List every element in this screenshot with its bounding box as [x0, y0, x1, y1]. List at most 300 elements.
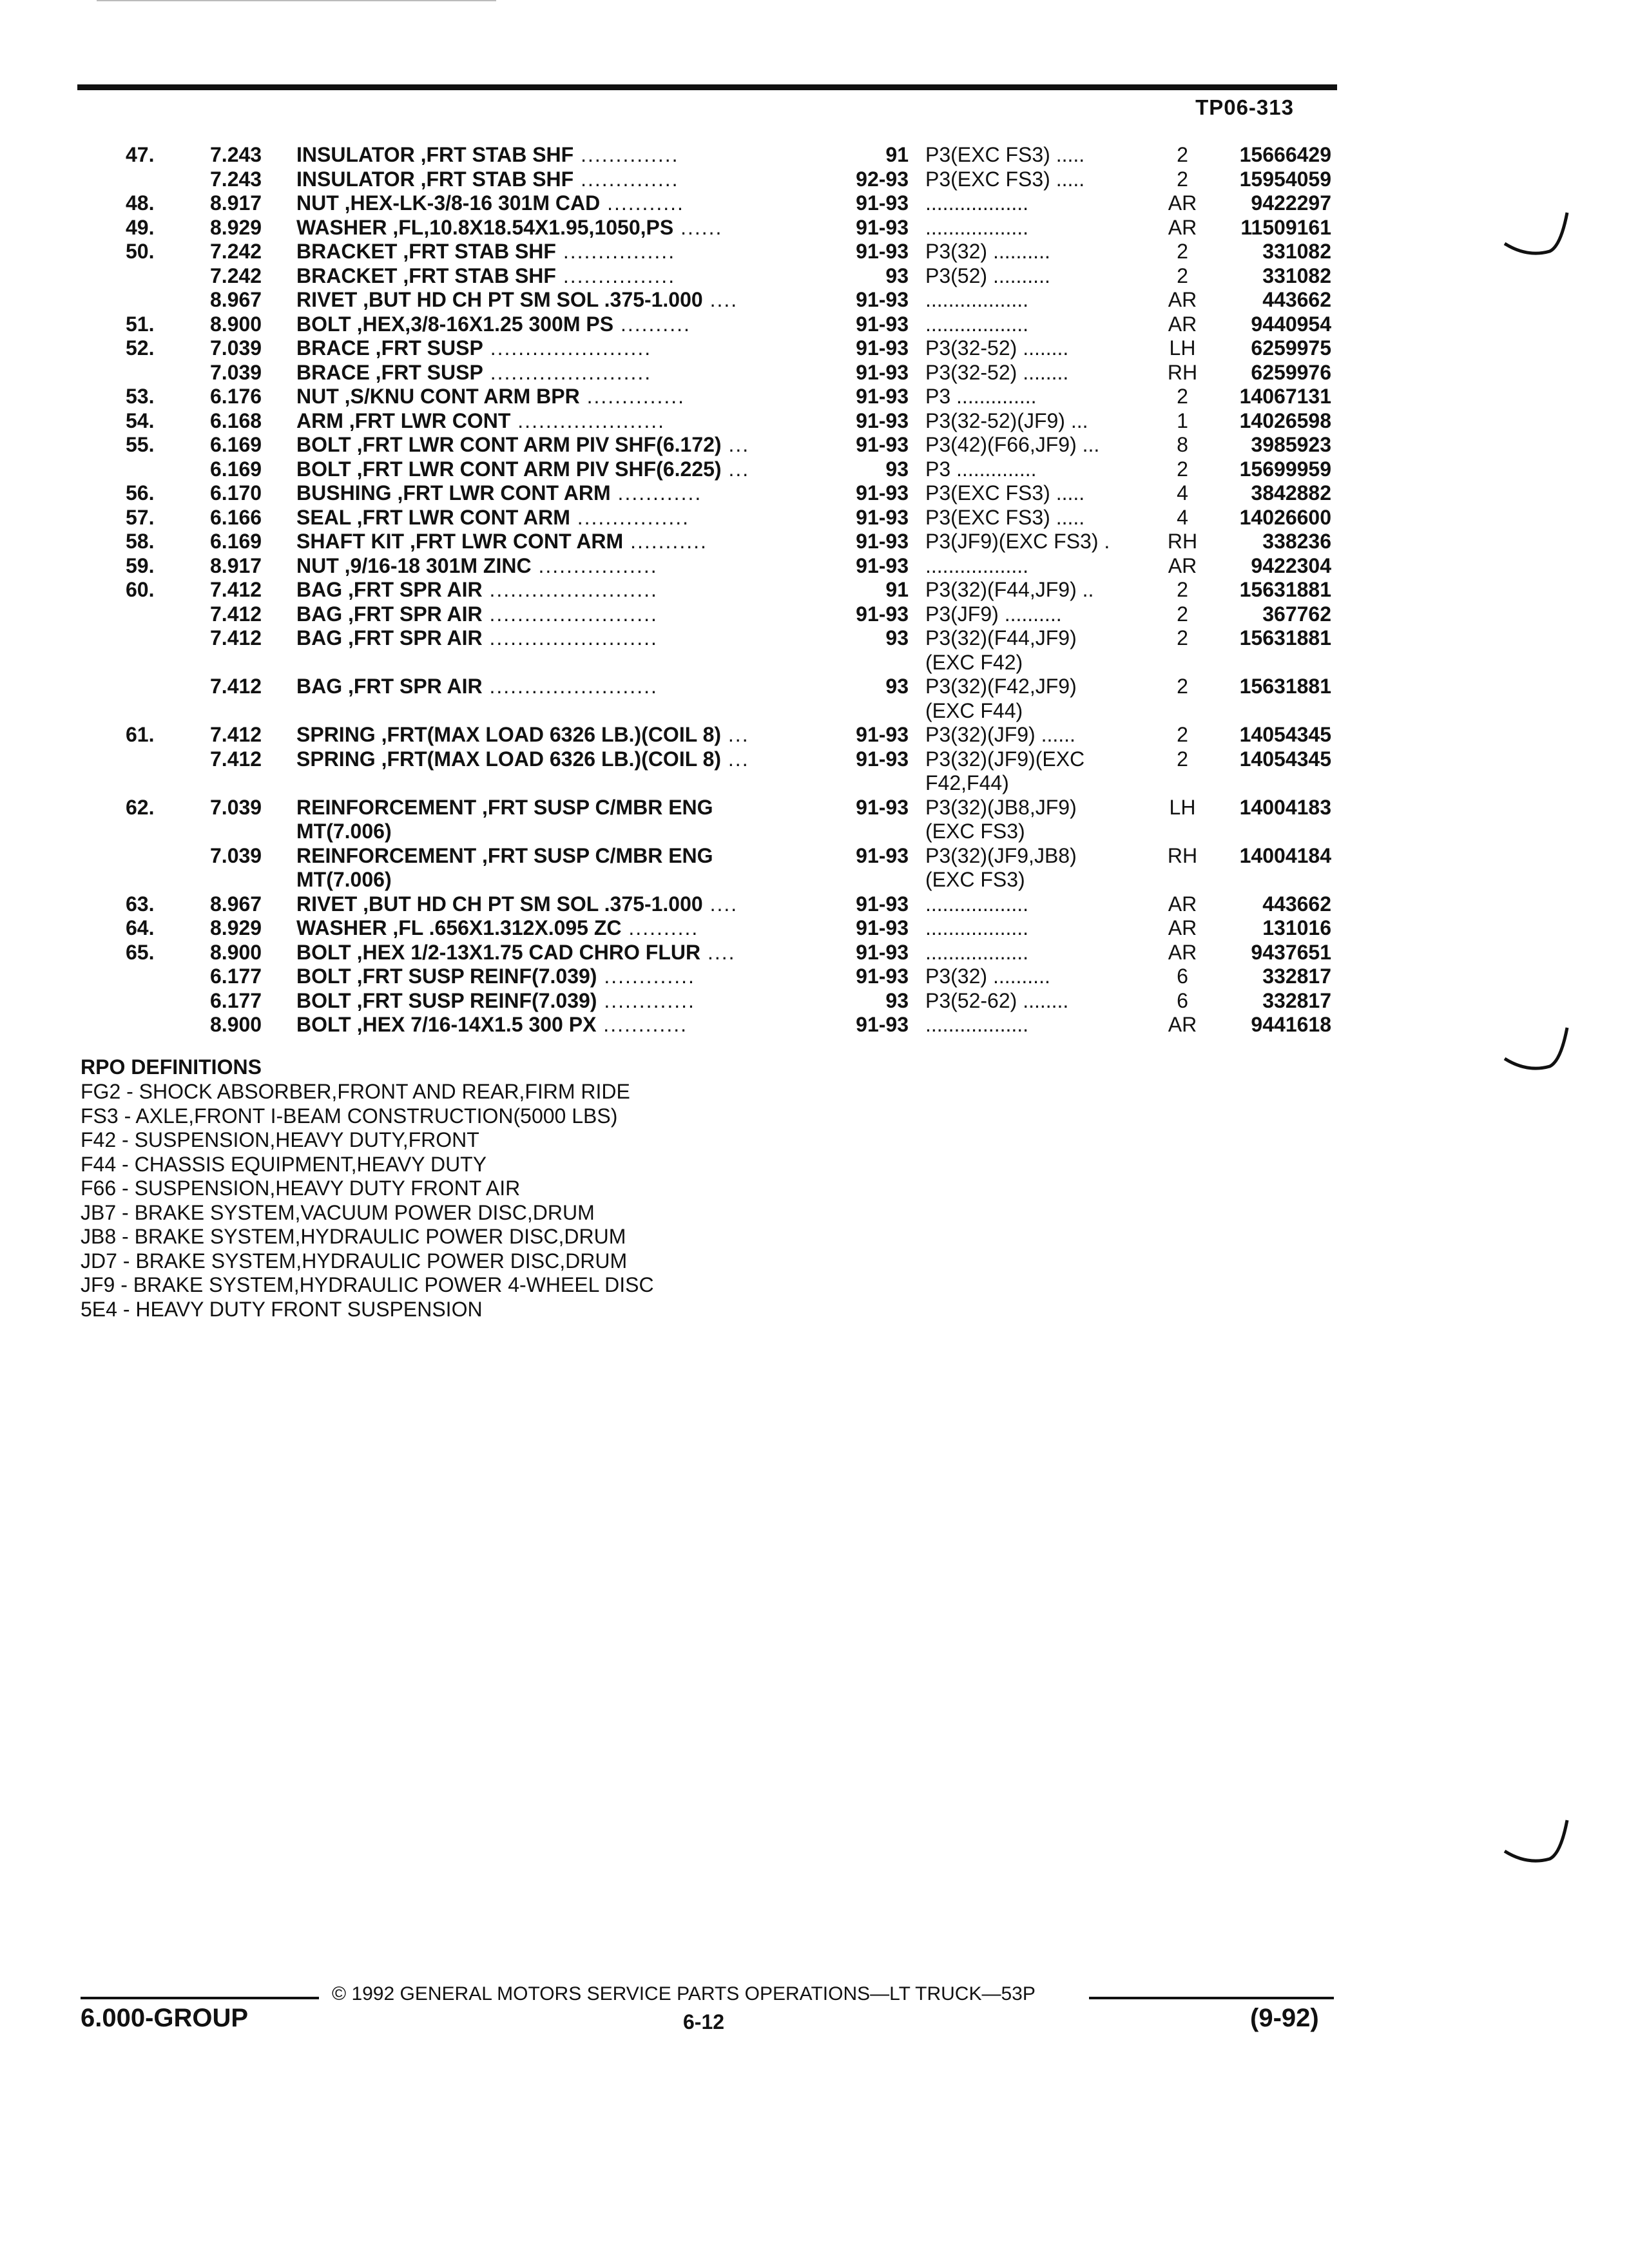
model-years: 91-93 — [856, 336, 909, 360]
item-number: 51. — [126, 312, 155, 336]
table-row — [0, 481, 1629, 506]
model-years: 93 — [885, 988, 909, 1012]
part-description — [296, 143, 825, 167]
leader-dots: ........................ — [482, 578, 658, 601]
description-text: BAG ,FRT SPR AIR — [296, 675, 483, 698]
usage-code: P3(32)(F44,JF9) .. — [925, 578, 1094, 601]
leader-dots: ....................... — [483, 360, 652, 384]
quantity: 2 — [1177, 602, 1188, 626]
model-years: 91-93 — [856, 916, 909, 939]
table-row — [0, 264, 1629, 289]
quantity: RH — [1167, 360, 1198, 384]
model-years: 91-93 — [856, 892, 909, 916]
part-number: 15631881 — [1239, 675, 1331, 698]
quantity: RH — [1167, 843, 1198, 867]
rpo-definition: 5E4 - HEAVY DUTY FRONT SUSPENSION — [81, 1297, 483, 1321]
table-row — [0, 336, 1629, 361]
leader-dots: ............ — [596, 1013, 688, 1036]
part-number: 14054345 — [1239, 747, 1331, 771]
description-text: MT(7.006) — [296, 868, 392, 891]
table-row — [0, 143, 1629, 168]
leader-dots: ... — [721, 433, 750, 456]
quantity: 8 — [1177, 433, 1188, 456]
part-description — [296, 723, 825, 747]
description-text: INSULATOR ,FRT STAB SHF — [296, 167, 574, 191]
usage-code: (EXC F44) — [925, 698, 1023, 722]
part-description — [296, 916, 825, 940]
group-number: 7.412 — [210, 602, 262, 626]
revision-date: (9-92) — [1250, 2004, 1319, 2032]
part-number: 14026598 — [1239, 408, 1331, 432]
item-number: 53. — [126, 385, 155, 408]
item-number: 64. — [126, 916, 155, 939]
description-text: SPRING ,FRT(MAX LOAD 6326 LB.)(COIL 8) — [296, 723, 722, 746]
table-row — [0, 916, 1629, 941]
quantity: LH — [1169, 795, 1196, 819]
leader-dots: ... — [721, 747, 749, 771]
part-description — [296, 506, 825, 530]
part-description — [296, 409, 825, 433]
quantity: 6 — [1177, 965, 1188, 988]
copyright-notice: © 1992 GENERAL MOTORS SERVICE PARTS OPERATIONS—LT TRUCK—53P — [332, 1983, 1036, 2004]
leader-dots: ............ — [610, 481, 702, 505]
model-years: 91-93 — [856, 553, 909, 577]
group-number: 7.242 — [210, 240, 262, 263]
description-text: BRACE ,FRT SUSP — [296, 360, 483, 384]
description-text: ARM ,FRT LWR CONT — [296, 408, 511, 432]
quantity: AR — [1168, 916, 1197, 939]
check-mark-icon — [1501, 206, 1572, 264]
leader-dots: ................. — [531, 553, 658, 577]
group-number: 7.412 — [210, 723, 262, 746]
usage-code: (EXC FS3) — [925, 868, 1025, 891]
leader-dots: .... — [700, 940, 736, 964]
leader-dots: .............. — [579, 385, 686, 408]
rpo-definition: FS3 - AXLE,FRONT I-BEAM CONSTRUCTION(5000 LBS) — [81, 1104, 618, 1128]
item-number: 60. — [126, 578, 155, 601]
leader-dots: ... — [721, 457, 750, 481]
part-number: 9440954 — [1251, 312, 1331, 336]
leader-dots: ................ — [555, 240, 676, 263]
item-number: 55. — [126, 433, 155, 456]
description-text: BRACKET ,FRT STAB SHF — [296, 240, 556, 263]
leader-dots: ........... — [623, 530, 708, 553]
usage-code: P3(EXC FS3) ..... — [925, 505, 1085, 529]
group-number: 7.243 — [210, 167, 262, 191]
part-number: 332817 — [1262, 965, 1331, 988]
description-text: RIVET ,BUT HD CH PT SM SOL .375-1.000 — [296, 892, 703, 916]
group-number: 6.169 — [210, 433, 262, 456]
usage-code: P3(32) .......... — [925, 965, 1050, 988]
group-number: 6.177 — [210, 988, 262, 1012]
part-number: 367762 — [1262, 602, 1331, 626]
usage-code: (EXC F42) — [925, 650, 1023, 674]
part-number: 15666429 — [1239, 143, 1331, 166]
rpo-title: RPO DEFINITIONS — [81, 1055, 262, 1079]
header-rule — [77, 84, 1337, 90]
description-text: MT(7.006) — [296, 820, 392, 843]
quantity: AR — [1168, 1013, 1197, 1036]
quantity: 2 — [1177, 240, 1188, 263]
item-number: 47. — [126, 143, 155, 166]
usage-code: P3(EXC FS3) ..... — [925, 167, 1085, 191]
description-text: WASHER ,FL .656X1.312X.095 ZC — [296, 916, 622, 939]
description-text: NUT ,HEX-LK-3/8-16 301M CAD — [296, 191, 601, 215]
item-number: 58. — [126, 530, 155, 553]
usage-code: P3(32-52) ........ — [925, 360, 1069, 384]
part-number: 443662 — [1262, 288, 1331, 311]
quantity: 2 — [1177, 578, 1188, 601]
part-description — [296, 796, 825, 820]
description-text: BOLT ,FRT LWR CONT ARM PIV SHF(6.172) — [296, 433, 722, 456]
part-description — [296, 288, 825, 312]
quantity: AR — [1168, 215, 1197, 239]
rpo-list — [81, 1080, 654, 1321]
quantity: 2 — [1177, 626, 1188, 649]
model-years: 91-93 — [856, 312, 909, 336]
group-label: 6.000-GROUP — [81, 2004, 249, 2032]
table-row — [0, 191, 1629, 216]
model-years: 93 — [885, 264, 909, 287]
usage-code: .................. — [925, 1013, 1029, 1036]
item-number: 49. — [126, 215, 155, 239]
part-description — [296, 385, 825, 408]
model-years: 91-93 — [856, 408, 909, 432]
part-number: 3985923 — [1251, 433, 1331, 456]
table-row — [0, 602, 1629, 627]
part-number: 14004184 — [1239, 843, 1331, 867]
leader-dots: .............. — [574, 143, 679, 166]
description-text: NUT ,S/KNU CONT ARM BPR — [296, 385, 580, 408]
part-number: 331082 — [1262, 264, 1331, 287]
quantity: 6 — [1177, 988, 1188, 1012]
leader-dots: ............. — [597, 988, 695, 1012]
usage-code: P3(32) .......... — [925, 240, 1050, 263]
usage-code: P3(JF9) .......... — [925, 602, 1062, 626]
usage-code: P3 .............. — [925, 457, 1037, 481]
part-number: 14067131 — [1239, 385, 1331, 408]
part-number: 14054345 — [1239, 723, 1331, 746]
item-number: 54. — [126, 408, 155, 432]
model-years: 91-93 — [856, 240, 909, 263]
group-number: 7.039 — [210, 795, 262, 819]
table-row — [0, 240, 1629, 264]
part-description — [296, 941, 825, 965]
description-text: BRACE ,FRT SUSP — [296, 336, 483, 360]
item-number: 61. — [126, 723, 155, 746]
model-years: 93 — [885, 626, 909, 649]
model-years: 91-93 — [856, 723, 909, 746]
table-row — [0, 530, 1629, 554]
usage-code: P3(EXC FS3) ..... — [925, 481, 1085, 505]
quantity: 2 — [1177, 457, 1188, 481]
item-number: 52. — [126, 336, 155, 360]
page-number: 6-12 — [683, 2010, 725, 2033]
group-number: 7.242 — [210, 264, 262, 287]
model-years: 91-93 — [856, 530, 909, 553]
group-number: 8.900 — [210, 312, 262, 336]
leader-dots: .... — [702, 288, 738, 311]
quantity: LH — [1169, 336, 1196, 360]
part-number: 331082 — [1262, 240, 1331, 263]
part-description — [296, 747, 825, 771]
group-number: 6.169 — [210, 530, 262, 553]
quantity: AR — [1168, 191, 1197, 215]
model-years: 91 — [885, 143, 909, 166]
part-description — [296, 675, 825, 698]
usage-code: .................. — [925, 916, 1029, 939]
rpo-definition: FG2 - SHOCK ABSORBER,FRONT AND REAR,FIRM RIDE — [81, 1080, 630, 1103]
part-number: 11509161 — [1240, 215, 1331, 239]
part-description — [296, 168, 825, 191]
leader-dots: ........... — [600, 191, 684, 215]
part-description — [296, 336, 825, 360]
item-number: 57. — [126, 505, 155, 529]
group-number: 7.412 — [210, 578, 262, 601]
description-text: REINFORCEMENT ,FRT SUSP C/MBR ENG — [296, 795, 713, 819]
model-years: 91-93 — [856, 965, 909, 988]
part-description — [296, 191, 825, 215]
part-number: 9441618 — [1251, 1013, 1331, 1036]
description-text: INSULATOR ,FRT STAB SHF — [296, 143, 574, 166]
usage-code: P3(42)(F66,JF9) ... — [925, 433, 1100, 456]
description-text: BOLT ,HEX,3/8-16X1.25 300M PS — [296, 312, 614, 336]
usage-code: .................. — [925, 215, 1029, 239]
model-years: 91-93 — [856, 1013, 909, 1036]
group-number: 6.169 — [210, 457, 262, 481]
table-row — [0, 771, 1629, 796]
rpo-definition: JD7 - BRAKE SYSTEM,HYDRAULIC POWER DISC,DRUM — [81, 1249, 628, 1273]
description-text: BRACKET ,FRT STAB SHF — [296, 264, 556, 287]
group-number: 6.166 — [210, 505, 262, 529]
leader-dots: ........................ — [482, 602, 658, 626]
item-number: 63. — [126, 892, 155, 916]
group-number: 8.929 — [210, 916, 262, 939]
group-number: 7.039 — [210, 336, 262, 360]
footer-rule-right — [1089, 1997, 1334, 1999]
table-row — [0, 941, 1629, 965]
description-text: BAG ,FRT SPR AIR — [296, 578, 483, 601]
model-years: 91-93 — [856, 288, 909, 311]
group-number: 7.039 — [210, 360, 262, 384]
description-text: SEAL ,FRT LWR CONT ARM — [296, 505, 570, 529]
part-description — [296, 216, 825, 240]
usage-code: (EXC FS3) — [925, 820, 1025, 843]
model-years: 92-93 — [856, 167, 909, 191]
part-description — [296, 965, 825, 988]
table-row — [0, 965, 1629, 989]
usage-code: .................. — [925, 288, 1029, 311]
leader-dots: ............. — [597, 965, 695, 988]
rpo-definition: JF9 - BRAKE SYSTEM,HYDRAULIC POWER 4-WHEEL DISC — [81, 1273, 654, 1296]
table-row — [0, 796, 1629, 820]
quantity: 2 — [1177, 264, 1188, 287]
model-years: 91-93 — [856, 843, 909, 867]
table-row — [0, 457, 1629, 482]
model-years: 91-93 — [856, 215, 909, 239]
table-row — [0, 844, 1629, 869]
group-number: 6.170 — [210, 481, 262, 505]
description-text: BOLT ,FRT SUSP REINF(7.039) — [296, 988, 597, 1012]
table-row — [0, 168, 1629, 192]
part-number: 15631881 — [1239, 578, 1331, 601]
table-row — [0, 723, 1629, 747]
table-row — [0, 385, 1629, 409]
part-description — [296, 530, 825, 553]
usage-code: F42,F44) — [925, 771, 1009, 794]
table-row — [0, 554, 1629, 579]
part-description — [296, 240, 825, 264]
part-description — [296, 433, 825, 457]
part-number: 9437651 — [1251, 940, 1331, 964]
table-row — [0, 747, 1629, 772]
part-description — [296, 820, 825, 843]
usage-code: P3(32)(F42,JF9) — [925, 675, 1077, 698]
part-description — [296, 457, 825, 481]
usage-code: .................. — [925, 312, 1029, 336]
quantity: 2 — [1177, 143, 1188, 166]
rpo-definition: F44 - CHASSIS EQUIPMENT,HEAVY DUTY — [81, 1152, 487, 1176]
group-number: 8.917 — [210, 191, 262, 215]
group-number: 8.929 — [210, 215, 262, 239]
model-years: 91-93 — [856, 481, 909, 505]
rpo-definitions — [81, 1055, 654, 1321]
leader-dots: ...... — [673, 215, 723, 239]
quantity: 4 — [1177, 481, 1188, 505]
rpo-definition: JB7 - BRAKE SYSTEM,VACUUM POWER DISC,DRUM — [81, 1200, 595, 1224]
model-years: 93 — [885, 457, 909, 481]
table-row — [0, 675, 1629, 699]
description-text: BOLT ,HEX 1/2-13X1.75 CAD CHRO FLUR — [296, 940, 701, 964]
group-number: 7.412 — [210, 747, 262, 771]
rpo-definition: F42 - SUSPENSION,HEAVY DUTY,FRONT — [81, 1128, 479, 1151]
usage-code: P3(JF9)(EXC FS3) . — [925, 530, 1110, 553]
model-years: 91-93 — [856, 795, 909, 819]
group-number: 7.412 — [210, 675, 262, 698]
part-description — [296, 264, 825, 288]
leader-dots: ................ — [555, 264, 676, 287]
part-description — [296, 989, 825, 1013]
parts-list — [0, 143, 1629, 1037]
part-description — [296, 626, 825, 650]
part-description — [296, 868, 825, 892]
usage-code: P3(EXC FS3) ..... — [925, 143, 1085, 166]
part-description — [296, 361, 825, 385]
description-text: REINFORCEMENT ,FRT SUSP C/MBR ENG — [296, 843, 713, 867]
part-number: 6259975 — [1251, 336, 1331, 360]
quantity: AR — [1168, 312, 1197, 336]
group-number: 8.900 — [210, 1013, 262, 1036]
leader-dots: ................ — [570, 505, 689, 529]
table-row — [0, 506, 1629, 530]
quantity: AR — [1168, 940, 1197, 964]
part-number: 15954059 — [1239, 167, 1331, 191]
group-number: 8.967 — [210, 288, 262, 311]
quantity: AR — [1168, 892, 1197, 916]
model-years: 91-93 — [856, 433, 909, 456]
usage-code: P3(32)(JB8,JF9) — [925, 795, 1077, 819]
description-text: BUSHING ,FRT LWR CONT ARM — [296, 481, 611, 505]
quantity: AR — [1168, 288, 1197, 311]
model-years: 91-93 — [856, 360, 909, 384]
table-row — [0, 409, 1629, 434]
part-number: 332817 — [1262, 988, 1331, 1012]
page-code: TP06-313 — [1195, 95, 1294, 119]
item-number: 65. — [126, 940, 155, 964]
description-text: BOLT ,FRT LWR CONT ARM PIV SHF(6.225) — [296, 457, 722, 481]
leader-dots: ........................ — [482, 675, 658, 698]
usage-code: P3(52) .......... — [925, 264, 1050, 287]
quantity: 1 — [1177, 408, 1188, 432]
leader-dots: .......... — [613, 312, 691, 336]
group-number: 7.243 — [210, 143, 262, 166]
description-text: BOLT ,HEX 7/16-14X1.5 300 PX — [296, 1013, 597, 1036]
usage-code: P3(32)(JF9) ...... — [925, 723, 1075, 746]
part-number: 3842882 — [1251, 481, 1331, 505]
group-number: 8.917 — [210, 553, 262, 577]
group-number: 6.177 — [210, 965, 262, 988]
footer-rule-left — [81, 1997, 319, 1999]
check-mark-icon — [1501, 1814, 1572, 1872]
item-number: 50. — [126, 240, 155, 263]
part-description — [296, 578, 825, 602]
leader-dots: .............. — [574, 167, 679, 191]
usage-code: P3(32-52)(JF9) ... — [925, 408, 1088, 432]
model-years: 91-93 — [856, 940, 909, 964]
table-row — [0, 578, 1629, 602]
usage-code: .................. — [925, 553, 1029, 577]
leader-dots: ........................ — [482, 626, 658, 649]
table-row — [0, 651, 1629, 675]
table-row — [0, 626, 1629, 651]
part-number: 6259976 — [1251, 360, 1331, 384]
table-row — [0, 1013, 1629, 1037]
leader-dots: .......... — [621, 916, 699, 939]
description-text: RIVET ,BUT HD CH PT SM SOL .375-1.000 — [296, 288, 703, 311]
table-row — [0, 820, 1629, 844]
group-number: 6.176 — [210, 385, 262, 408]
leader-dots: ....................... — [483, 336, 652, 360]
model-years: 91-93 — [856, 747, 909, 771]
table-row — [0, 216, 1629, 240]
part-number: 9422297 — [1251, 191, 1331, 215]
part-description — [296, 1013, 825, 1037]
part-number: 14004183 — [1239, 795, 1331, 819]
description-text: SPRING ,FRT(MAX LOAD 6326 LB.)(COIL 8) — [296, 747, 722, 771]
part-number: 9422304 — [1251, 553, 1331, 577]
usage-code: P3(32-52) ........ — [925, 336, 1069, 360]
usage-code: .................. — [925, 940, 1029, 964]
quantity: 2 — [1177, 675, 1188, 698]
model-years: 93 — [885, 675, 909, 698]
part-number: 131016 — [1262, 916, 1331, 939]
quantity: 2 — [1177, 747, 1188, 771]
table-row — [0, 361, 1629, 385]
model-years: 91-93 — [856, 505, 909, 529]
usage-code: P3 .............. — [925, 385, 1037, 408]
leader-dots: .... — [702, 892, 738, 916]
part-description — [296, 312, 825, 336]
usage-code: P3(32)(JF9,JB8) — [925, 843, 1077, 867]
item-number: 56. — [126, 481, 155, 505]
model-years: 91-93 — [856, 385, 909, 408]
table-row — [0, 868, 1629, 892]
usage-code: P3(52-62) ........ — [925, 988, 1069, 1012]
rpo-definition: F66 - SUSPENSION,HEAVY DUTY FRONT AIR — [81, 1177, 521, 1200]
item-number: 62. — [126, 795, 155, 819]
table-row — [0, 433, 1629, 457]
model-years: 91-93 — [856, 191, 909, 215]
